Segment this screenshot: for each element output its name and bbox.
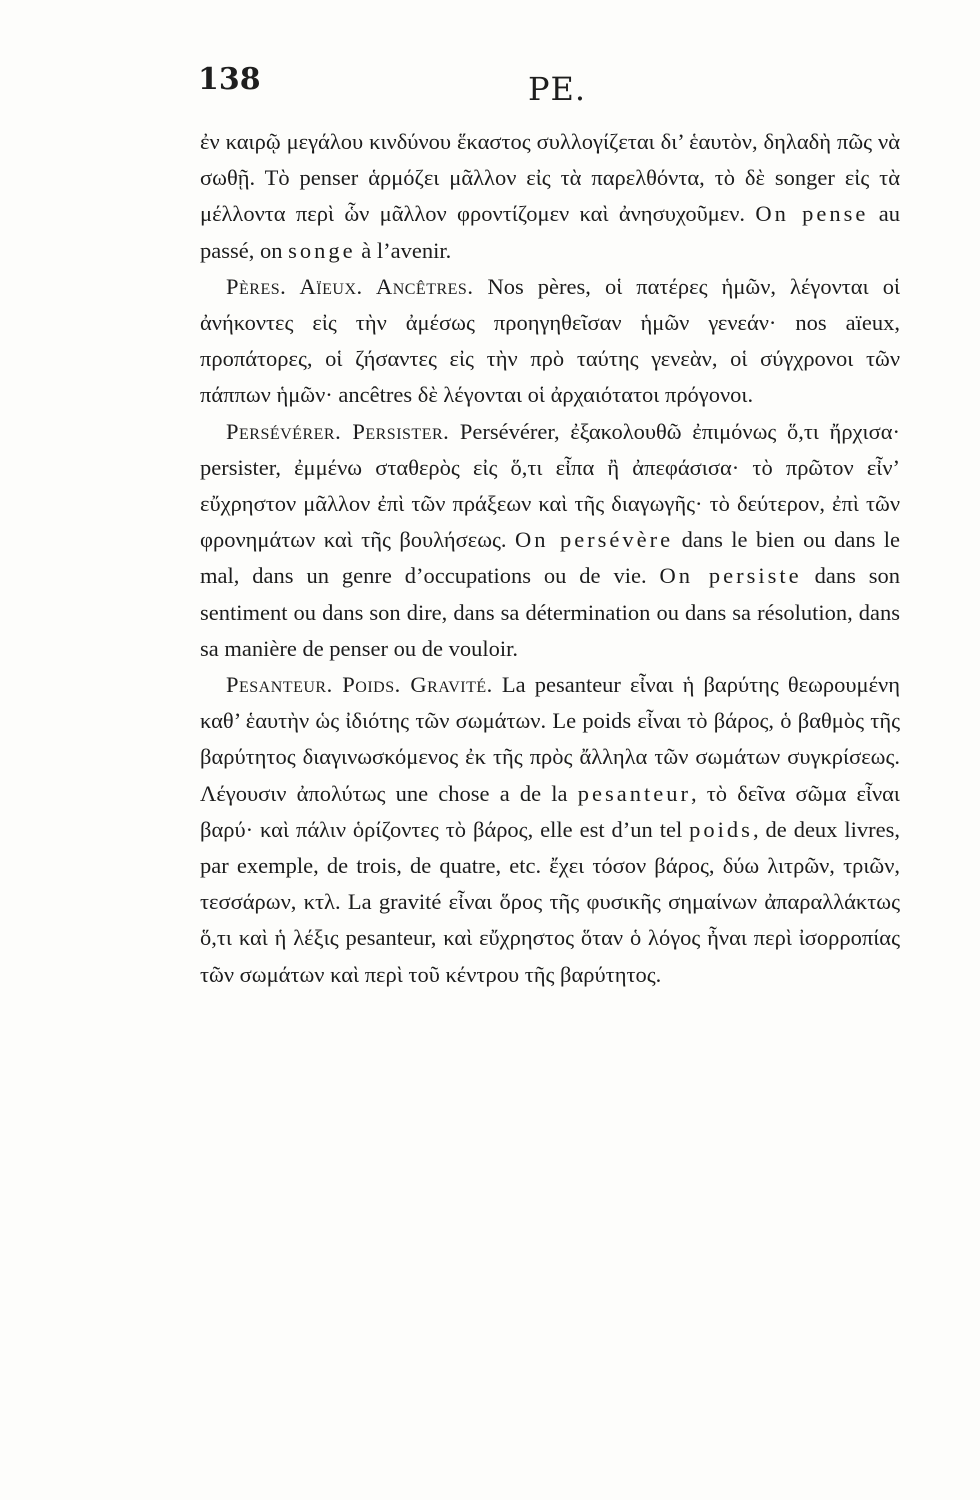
page-header (198, 62, 898, 112)
text-segment: au passé, on (200, 201, 900, 263)
entry-definition: dans le bien ou dans le mal, dans un genre d’occupations ou de vie. (200, 527, 901, 589)
entry-definition: , de deux livres, par exemple, de trois, de quatre, etc. ἔχει τόσον βάρος, δύω λιτρῶν, τριῶν, τεσσάρων, κτλ. La gravité εἶναι ὅρος τῆς φυσικῆς σημαίνων ἀπαραλλάκτως ὅ,τι καὶ ἡ λέξις pesanteur, καὶ εὔχρηστος ὅταν ὁ λόγος ἦναι περὶ ἰσορροπίας τῶν σωμάτων καὶ περὶ τοῦ κέντρου τῆς βαρύτητος. (200, 816, 900, 987)
entry-headword: Pères. Aïeux. Ancêtres. (226, 273, 474, 299)
entry-definition: La pesanteur εἶναι ἡ βαρύτης θεωρουμένη καθ’ ἑαυτὴν ὡς ἰδιότης τῶν σωμάτων. Le poids εἶναι τὸ βάρος, ὁ βαθμὸς τῆς βαρύτητος διαγινωσκόμενος ἐκ τῆς πρὸς ἄλληλα τῶν σωμάτων συγκρίσεως. Λέγουσιν ἀπολύτως une chose a de la (200, 672, 900, 806)
emphasized-word: poids (689, 816, 753, 842)
page-number: 138 (198, 62, 261, 97)
entry-peres (200, 269, 900, 414)
entry-perseverer (200, 414, 900, 667)
entry-definition: Persévérer, ἐξακολουθῶ ἐπιμόνως ὅ,τι ἤρχισα· persister, ἐμμένω σταθερὸς εἰς ὅ,τι εἶπα ἢ ἀπεφάσισα· τὸ πρῶτον εἶν’ εὔχρηστον μᾶλλον ἐπὶ τῶν πράξεων καὶ τῆς διαγωγῆς· τὸ δεύτερον, ἐπὶ τῶν φρονημάτων καὶ τῆς βουλήσεως. (200, 418, 900, 553)
entry-definition: , τὸ δεῖνα σῶμα εἶναι βαρύ· καὶ πάλιν ὁρίζοντες τὸ βάρος, elle est d’un tel (200, 780, 900, 842)
entry-headword: Persévérer. Persister. (226, 418, 450, 444)
entry-definition: Nos pères, οἱ πατέρες ἡμῶν, λέγονται οἱ ἀνήκοντες εἰς τὴν ἀμέσως προηγηθεῖσαν ἡμῶν γενεάν· nos aïeux, προπάτορες, οἱ ζήσαντες εἰς τὴν πρὸ ταύτης γενεὰν, οἱ σύγχρονοι τῶν πάππων ἡμῶν· ancêtres δὲ λέγονται οἱ ἀρχαιότατοι πρόγονοι. (200, 273, 900, 408)
emphasized-phrase: On pense (755, 201, 869, 227)
entry-headword: Pesanteur. Poids. Gravité. (226, 672, 493, 698)
running-head: PE. (528, 70, 587, 108)
entry-definition: dans son sentiment ou dans son dire, dans sa détermination ou dans sa résolution, dans sa manière de penser ou de vouloir. (200, 563, 900, 661)
emphasized-phrase: On persévère (515, 527, 674, 553)
emphasized-phrase: On persiste (659, 563, 802, 589)
emphasized-word: pesanteur (577, 780, 691, 806)
text-segment: à l’avenir. (355, 237, 452, 263)
paragraph-continuation (200, 124, 900, 269)
body-text (200, 124, 900, 993)
emphasized-phrase: songe (288, 237, 356, 263)
entry-pesanteur (200, 667, 900, 993)
text-segment: ἐν καιρῷ μεγάλου κινδύνου ἕκαστος συλλογίζεται δι’ ἑαυτὸν, δηλαδὴ πῶς νὰ σωθῇ. Τὸ penser ἁρμόζει μᾶλλον εἰς τὰ παρελθόντα, τὸ δὲ songer εἰς τὰ μέλλοντα περὶ ὧν μᾶλλον φροντίζομεν καὶ ἀνησυχοῦμεν. (200, 129, 900, 227)
